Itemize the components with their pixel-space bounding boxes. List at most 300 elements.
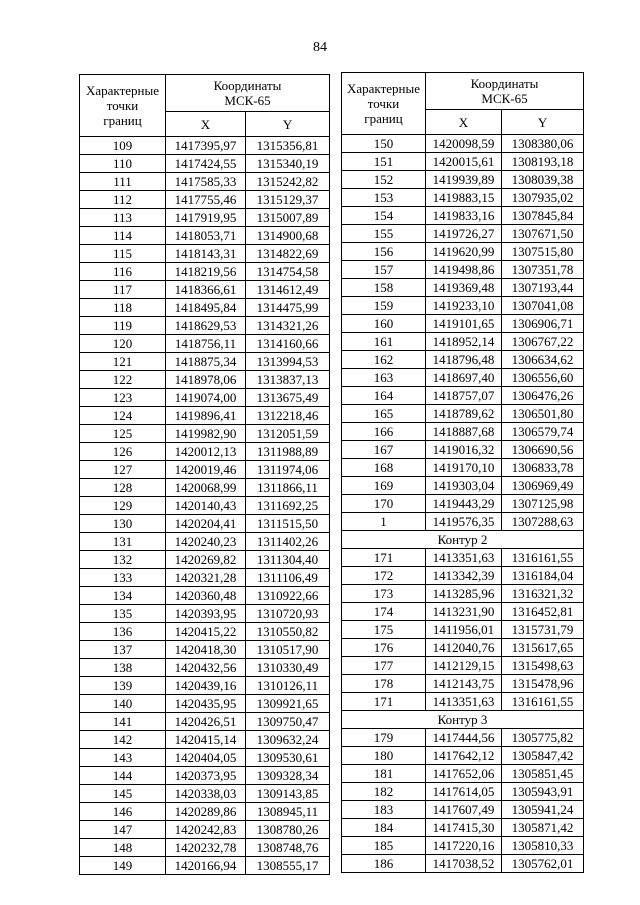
coord-x: 1419303,04 bbox=[426, 477, 502, 495]
header-coords-line2: МСК-65 bbox=[224, 93, 271, 108]
coord-x: 1420015,61 bbox=[426, 153, 502, 171]
coord-x: 1419896,41 bbox=[166, 407, 246, 425]
point-number: 182 bbox=[342, 783, 426, 801]
coord-y: 1314321,26 bbox=[246, 317, 330, 335]
coord-y: 1316452,81 bbox=[502, 603, 584, 621]
coord-y: 1312218,46 bbox=[246, 407, 330, 425]
coord-y: 1308945,11 bbox=[246, 803, 330, 821]
coord-y: 1313837,13 bbox=[246, 371, 330, 389]
coord-y: 1306690,56 bbox=[502, 441, 584, 459]
coord-y: 1306556,60 bbox=[502, 369, 584, 387]
coord-x: 1418756,11 bbox=[166, 335, 246, 353]
page-number: 84 bbox=[313, 40, 327, 55]
coord-x: 1419939,89 bbox=[426, 171, 502, 189]
coord-y: 1311304,40 bbox=[246, 551, 330, 569]
table-row bbox=[342, 297, 584, 315]
point-number: 122 bbox=[80, 371, 166, 389]
coord-y: 1314822,69 bbox=[246, 245, 330, 263]
coord-y: 1308039,38 bbox=[502, 171, 584, 189]
point-number: 149 bbox=[80, 857, 166, 875]
coord-x: 1420435,95 bbox=[166, 695, 246, 713]
coord-x: 1417038,52 bbox=[426, 855, 502, 873]
point-number: 143 bbox=[80, 749, 166, 767]
point-number: 151 bbox=[342, 153, 426, 171]
point-number: 137 bbox=[80, 641, 166, 659]
point-number: 112 bbox=[80, 191, 166, 209]
point-number: 156 bbox=[342, 243, 426, 261]
table-row bbox=[80, 407, 330, 425]
table-row bbox=[342, 765, 584, 783]
table-row bbox=[342, 675, 584, 693]
header-coords-line2: МСК-65 bbox=[481, 91, 528, 106]
coord-x: 1412143,75 bbox=[426, 675, 502, 693]
coord-x: 1420019,46 bbox=[166, 461, 246, 479]
coord-y: 1316321,32 bbox=[502, 585, 584, 603]
coord-y: 1306476,26 bbox=[502, 387, 584, 405]
table-row bbox=[80, 587, 330, 605]
coord-y: 1316184,04 bbox=[502, 567, 584, 585]
coord-x: 1417607,49 bbox=[426, 801, 502, 819]
table-row bbox=[342, 639, 584, 657]
coord-y: 1315129,37 bbox=[246, 191, 330, 209]
table-row bbox=[80, 317, 330, 335]
header-points-line2: точки bbox=[106, 98, 139, 113]
point-number: 166 bbox=[342, 423, 426, 441]
coord-x: 1418495,84 bbox=[166, 299, 246, 317]
contour-label: Контур 2 bbox=[342, 531, 584, 549]
table-row bbox=[342, 333, 584, 351]
coord-x: 1417220,16 bbox=[426, 837, 502, 855]
coord-x: 1418219,56 bbox=[166, 263, 246, 281]
point-number: 167 bbox=[342, 441, 426, 459]
coord-y: 1311515,50 bbox=[246, 515, 330, 533]
coordinates-table-right bbox=[341, 72, 584, 873]
header-y: Y bbox=[502, 110, 584, 135]
point-number: 142 bbox=[80, 731, 166, 749]
coord-x: 1418697,40 bbox=[426, 369, 502, 387]
coord-y: 1309328,34 bbox=[246, 767, 330, 785]
coord-y: 1311974,06 bbox=[246, 461, 330, 479]
table-row bbox=[80, 263, 330, 281]
table-row bbox=[342, 585, 584, 603]
point-number: 148 bbox=[80, 839, 166, 857]
table-row bbox=[342, 513, 584, 531]
point-number: 131 bbox=[80, 533, 166, 551]
coord-x: 1418952,14 bbox=[426, 333, 502, 351]
coord-x: 1420418,30 bbox=[166, 641, 246, 659]
coord-y: 1306969,49 bbox=[502, 477, 584, 495]
coord-x: 1420068,99 bbox=[166, 479, 246, 497]
point-number: 118 bbox=[80, 299, 166, 317]
table-row bbox=[80, 641, 330, 659]
coord-x: 1413351,63 bbox=[426, 549, 502, 567]
coord-x: 1420393,95 bbox=[166, 605, 246, 623]
coord-y: 1308193,18 bbox=[502, 153, 584, 171]
coord-x: 1418796,48 bbox=[426, 351, 502, 369]
coord-x: 1419576,35 bbox=[426, 513, 502, 531]
table-row bbox=[80, 731, 330, 749]
coord-x: 1417919,95 bbox=[166, 209, 246, 227]
table-row bbox=[342, 459, 584, 477]
point-number: 168 bbox=[342, 459, 426, 477]
point-number: 186 bbox=[342, 855, 426, 873]
coord-y: 1310550,82 bbox=[246, 623, 330, 641]
coord-y: 1306833,78 bbox=[502, 459, 584, 477]
point-number: 117 bbox=[80, 281, 166, 299]
table-row bbox=[342, 837, 584, 855]
coord-y: 1307515,80 bbox=[502, 243, 584, 261]
coordinates-table-left bbox=[79, 74, 330, 875]
coord-x: 1420269,82 bbox=[166, 551, 246, 569]
coord-y: 1313675,49 bbox=[246, 389, 330, 407]
point-number: 133 bbox=[80, 569, 166, 587]
table-row bbox=[80, 749, 330, 767]
point-number: 111 bbox=[80, 173, 166, 191]
point-number: 165 bbox=[342, 405, 426, 423]
coord-x: 1419498,86 bbox=[426, 261, 502, 279]
point-number: 132 bbox=[80, 551, 166, 569]
coord-y: 1316161,55 bbox=[502, 549, 584, 567]
table-row bbox=[342, 387, 584, 405]
coord-x: 1411956,01 bbox=[426, 621, 502, 639]
coord-y: 1310330,49 bbox=[246, 659, 330, 677]
table-row bbox=[80, 245, 330, 263]
contour-section-row bbox=[342, 531, 584, 549]
coord-x: 1418053,71 bbox=[166, 227, 246, 245]
coord-y: 1315617,65 bbox=[502, 639, 584, 657]
table-row bbox=[80, 767, 330, 785]
table-row bbox=[80, 605, 330, 623]
table-row bbox=[80, 299, 330, 317]
coord-x: 1413285,96 bbox=[426, 585, 502, 603]
coord-x: 1419883,15 bbox=[426, 189, 502, 207]
point-number: 139 bbox=[80, 677, 166, 695]
coord-x: 1420140,43 bbox=[166, 497, 246, 515]
table-row bbox=[80, 209, 330, 227]
coord-x: 1420415,22 bbox=[166, 623, 246, 641]
coord-x: 1417424,55 bbox=[166, 155, 246, 173]
table-row bbox=[80, 461, 330, 479]
coord-y: 1305941,24 bbox=[502, 801, 584, 819]
point-number: 178 bbox=[342, 675, 426, 693]
point-number: 171 bbox=[342, 693, 426, 711]
table-row bbox=[342, 279, 584, 297]
point-number: 160 bbox=[342, 315, 426, 333]
point-number: 125 bbox=[80, 425, 166, 443]
coord-x: 1418875,34 bbox=[166, 353, 246, 371]
table-row bbox=[342, 405, 584, 423]
point-number: 127 bbox=[80, 461, 166, 479]
coord-y: 1312051,59 bbox=[246, 425, 330, 443]
coord-x: 1412129,15 bbox=[426, 657, 502, 675]
coord-y: 1315007,89 bbox=[246, 209, 330, 227]
coord-x: 1417614,05 bbox=[426, 783, 502, 801]
point-number: 115 bbox=[80, 245, 166, 263]
coord-x: 1418366,61 bbox=[166, 281, 246, 299]
coord-y: 1305775,82 bbox=[502, 729, 584, 747]
header-points-line3: границ bbox=[103, 113, 142, 128]
table-row bbox=[80, 425, 330, 443]
coord-y: 1310126,11 bbox=[246, 677, 330, 695]
coord-y: 1308555,17 bbox=[246, 857, 330, 875]
point-number: 158 bbox=[342, 279, 426, 297]
point-number: 134 bbox=[80, 587, 166, 605]
table-row bbox=[342, 657, 584, 675]
point-number: 175 bbox=[342, 621, 426, 639]
table-row bbox=[80, 713, 330, 731]
coord-x: 1419982,90 bbox=[166, 425, 246, 443]
table-row bbox=[80, 533, 330, 551]
point-number: 163 bbox=[342, 369, 426, 387]
point-number: 153 bbox=[342, 189, 426, 207]
table-row bbox=[80, 173, 330, 191]
coord-y: 1316161,55 bbox=[502, 693, 584, 711]
table-row bbox=[342, 441, 584, 459]
coord-y: 1307288,63 bbox=[502, 513, 584, 531]
point-number: 141 bbox=[80, 713, 166, 731]
point-number: 136 bbox=[80, 623, 166, 641]
point-number: 126 bbox=[80, 443, 166, 461]
coord-x: 1419170,10 bbox=[426, 459, 502, 477]
table-row bbox=[342, 729, 584, 747]
table-row bbox=[342, 801, 584, 819]
table-row bbox=[80, 623, 330, 641]
table-row bbox=[342, 819, 584, 837]
contour-label: Контур 3 bbox=[342, 711, 584, 729]
coord-x: 1419101,65 bbox=[426, 315, 502, 333]
coord-x: 1419074,00 bbox=[166, 389, 246, 407]
table-row bbox=[342, 315, 584, 333]
coord-x: 1419726,27 bbox=[426, 225, 502, 243]
table-row bbox=[80, 803, 330, 821]
point-number: 138 bbox=[80, 659, 166, 677]
coord-x: 1420321,28 bbox=[166, 569, 246, 587]
coord-y: 1306579,74 bbox=[502, 423, 584, 441]
coord-x: 1420240,23 bbox=[166, 533, 246, 551]
header-points-line2: точки bbox=[367, 96, 400, 111]
coord-x: 1420232,78 bbox=[166, 839, 246, 857]
coord-x: 1418629,53 bbox=[166, 317, 246, 335]
table-row bbox=[342, 135, 584, 153]
coord-x: 1417395,97 bbox=[166, 137, 246, 155]
coord-x: 1417755,46 bbox=[166, 191, 246, 209]
table-row bbox=[342, 225, 584, 243]
coord-y: 1310720,93 bbox=[246, 605, 330, 623]
table-row bbox=[342, 621, 584, 639]
coord-y: 1314160,66 bbox=[246, 335, 330, 353]
coord-x: 1418887,68 bbox=[426, 423, 502, 441]
coord-y: 1311988,89 bbox=[246, 443, 330, 461]
header-x: X bbox=[166, 112, 246, 137]
header-points-line1: Характерные bbox=[86, 83, 159, 98]
coord-x: 1420415,14 bbox=[166, 731, 246, 749]
coord-x: 1417585,33 bbox=[166, 173, 246, 191]
table-row bbox=[80, 857, 330, 875]
coord-x: 1420166,94 bbox=[166, 857, 246, 875]
coord-x: 1418757,07 bbox=[426, 387, 502, 405]
coord-y: 1306906,71 bbox=[502, 315, 584, 333]
coord-y: 1309530,61 bbox=[246, 749, 330, 767]
table-row bbox=[80, 335, 330, 353]
table-row bbox=[80, 191, 330, 209]
point-number: 119 bbox=[80, 317, 166, 335]
table-row bbox=[342, 567, 584, 585]
coord-x: 1420204,41 bbox=[166, 515, 246, 533]
coord-x: 1419443,29 bbox=[426, 495, 502, 513]
coord-y: 1307041,08 bbox=[502, 297, 584, 315]
table-row bbox=[80, 497, 330, 515]
table-row bbox=[342, 783, 584, 801]
coord-y: 1305851,45 bbox=[502, 765, 584, 783]
coord-x: 1419833,16 bbox=[426, 207, 502, 225]
coord-y: 1313994,53 bbox=[246, 353, 330, 371]
coord-x: 1413231,90 bbox=[426, 603, 502, 621]
header-points bbox=[80, 75, 166, 137]
point-number: 170 bbox=[342, 495, 426, 513]
coord-x: 1413351,63 bbox=[426, 693, 502, 711]
table-row bbox=[80, 821, 330, 839]
coord-y: 1311866,11 bbox=[246, 479, 330, 497]
point-number: 109 bbox=[80, 137, 166, 155]
table-row bbox=[342, 603, 584, 621]
coord-y: 1305810,33 bbox=[502, 837, 584, 855]
point-number: 150 bbox=[342, 135, 426, 153]
header-points-line1: Характерные bbox=[347, 81, 420, 96]
table-row bbox=[342, 423, 584, 441]
coord-y: 1305762,01 bbox=[502, 855, 584, 873]
table-row bbox=[342, 693, 584, 711]
point-number: 147 bbox=[80, 821, 166, 839]
table-row bbox=[80, 839, 330, 857]
point-number: 135 bbox=[80, 605, 166, 623]
point-number: 159 bbox=[342, 297, 426, 315]
point-number: 1 bbox=[342, 513, 426, 531]
header-coords bbox=[166, 75, 330, 112]
table-row bbox=[342, 261, 584, 279]
table-row bbox=[342, 189, 584, 207]
coord-x: 1420360,48 bbox=[166, 587, 246, 605]
table-row bbox=[80, 659, 330, 677]
coord-x: 1417642,12 bbox=[426, 747, 502, 765]
table-row bbox=[342, 369, 584, 387]
coord-x: 1420242,83 bbox=[166, 821, 246, 839]
coord-y: 1305943,91 bbox=[502, 783, 584, 801]
point-number: 154 bbox=[342, 207, 426, 225]
point-number: 155 bbox=[342, 225, 426, 243]
table-row bbox=[80, 137, 330, 155]
point-number: 173 bbox=[342, 585, 426, 603]
coord-x: 1419016,32 bbox=[426, 441, 502, 459]
coord-y: 1306501,80 bbox=[502, 405, 584, 423]
point-number: 146 bbox=[80, 803, 166, 821]
header-points-line3: границ bbox=[364, 111, 403, 126]
table-row bbox=[80, 515, 330, 533]
coord-y: 1307193,44 bbox=[502, 279, 584, 297]
table-row bbox=[80, 353, 330, 371]
table-row bbox=[342, 495, 584, 513]
point-number: 123 bbox=[80, 389, 166, 407]
point-number: 161 bbox=[342, 333, 426, 351]
coord-y: 1307671,50 bbox=[502, 225, 584, 243]
point-number: 174 bbox=[342, 603, 426, 621]
table-row bbox=[80, 479, 330, 497]
point-number: 114 bbox=[80, 227, 166, 245]
coord-x: 1420426,51 bbox=[166, 713, 246, 731]
coord-y: 1306634,62 bbox=[502, 351, 584, 369]
table-row bbox=[80, 695, 330, 713]
coord-y: 1307125,98 bbox=[502, 495, 584, 513]
header-x: X bbox=[426, 110, 502, 135]
coord-y: 1310922,66 bbox=[246, 587, 330, 605]
coord-x: 1419620,99 bbox=[426, 243, 502, 261]
coord-y: 1315242,82 bbox=[246, 173, 330, 191]
coord-y: 1309750,47 bbox=[246, 713, 330, 731]
table-row bbox=[342, 549, 584, 567]
coord-y: 1315498,63 bbox=[502, 657, 584, 675]
coord-x: 1419233,10 bbox=[426, 297, 502, 315]
table-row bbox=[342, 153, 584, 171]
coord-x: 1420338,03 bbox=[166, 785, 246, 803]
coord-y: 1308380,06 bbox=[502, 135, 584, 153]
coord-y: 1305871,42 bbox=[502, 819, 584, 837]
point-number: 121 bbox=[80, 353, 166, 371]
table-row bbox=[342, 747, 584, 765]
coord-y: 1307935,02 bbox=[502, 189, 584, 207]
point-number: 157 bbox=[342, 261, 426, 279]
point-number: 152 bbox=[342, 171, 426, 189]
coord-x: 1412040,76 bbox=[426, 639, 502, 657]
point-number: 171 bbox=[342, 549, 426, 567]
coord-x: 1420098,59 bbox=[426, 135, 502, 153]
coord-y: 1315340,19 bbox=[246, 155, 330, 173]
coord-y: 1308780,26 bbox=[246, 821, 330, 839]
coord-y: 1307845,84 bbox=[502, 207, 584, 225]
point-number: 140 bbox=[80, 695, 166, 713]
table-row bbox=[80, 569, 330, 587]
header-points bbox=[342, 73, 426, 135]
header-coords-line1: Координаты bbox=[470, 76, 539, 91]
coord-x: 1418143,31 bbox=[166, 245, 246, 263]
point-number: 185 bbox=[342, 837, 426, 855]
table-row bbox=[80, 443, 330, 461]
table-row bbox=[342, 855, 584, 873]
coord-x: 1420404,05 bbox=[166, 749, 246, 767]
table-row bbox=[80, 389, 330, 407]
coord-y: 1314754,58 bbox=[246, 263, 330, 281]
table-row bbox=[342, 351, 584, 369]
coord-y: 1309632,24 bbox=[246, 731, 330, 749]
coord-y: 1307351,78 bbox=[502, 261, 584, 279]
table-row bbox=[80, 551, 330, 569]
coord-x: 1420012,13 bbox=[166, 443, 246, 461]
point-number: 179 bbox=[342, 729, 426, 747]
point-number: 169 bbox=[342, 477, 426, 495]
point-number: 177 bbox=[342, 657, 426, 675]
point-number: 128 bbox=[80, 479, 166, 497]
point-number: 116 bbox=[80, 263, 166, 281]
point-number: 172 bbox=[342, 567, 426, 585]
coord-y: 1309143,85 bbox=[246, 785, 330, 803]
coord-y: 1308748,76 bbox=[246, 839, 330, 857]
coord-y: 1315478,96 bbox=[502, 675, 584, 693]
point-number: 180 bbox=[342, 747, 426, 765]
coord-y: 1306767,22 bbox=[502, 333, 584, 351]
table-row bbox=[80, 281, 330, 299]
table-row bbox=[80, 371, 330, 389]
coord-y: 1305847,42 bbox=[502, 747, 584, 765]
point-number: 130 bbox=[80, 515, 166, 533]
coord-x: 1420432,56 bbox=[166, 659, 246, 677]
